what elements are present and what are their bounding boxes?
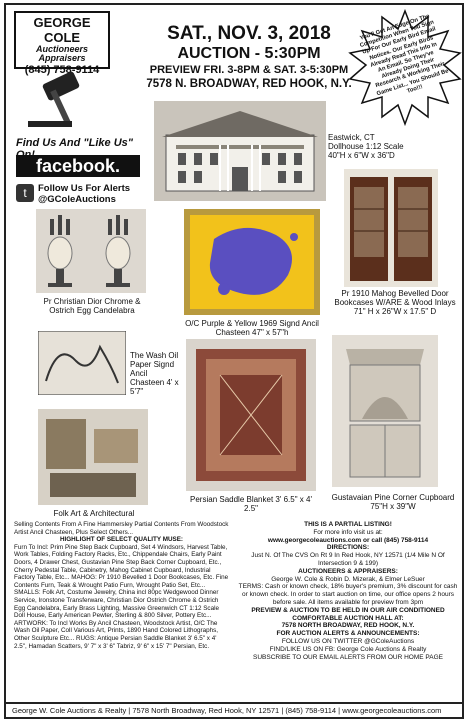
sale-header xyxy=(144,23,354,92)
dollhouse-caption: Eastwick, CT Dollhouse 1:12 Scale 40"H x 6"W x 36"D xyxy=(328,133,404,160)
highlights-body: Furn To Incl: Prim Pine Step Back Cupboard, Set 4 Windsors, Harvest Table, Work Tables, Folding Factory Racks, Etc., Chippendale Chairs, Early Paint Doors, 4 Drawer Chest, Gustavian Pine Step Back Corner Cupboard, Etc., Cherry Pedestal Table, Cabinetry, Mahog Cabinet Cupboard, Industrial Factory Table, Etc... MAHOG: Pr 1910 Bevelled 1 Door Bookcases, Etc. Fine Contents Furn, Teak & Wrought Patio Furn, Wrought Patio Set, Etc... SMALLS: Folk Art, Costume Jewelry, China incl 80pc Wedgewood Dinner Service, Ironstone Transferware, Christian Dior Ostrich Chrome & Ostrich Egg Candelabra, Early Brass Lighting, Massive Greenwich CT 1:12 Scale Doll House, Early American Pewter, Sterling & 800 Silver, Pottery Etc... ARTWORK: To Incl Works By Ancil Chasteen, Woodstock Artist, O/C The Wash Oil Paper, Coll Various Art, Prints, 1890 Hand Colored Lithographs, Other Sculpture Etc... RUGS: Antique Persian Saddle Blanket 3' 6.5" x 4' 2.5", Hamadan Scatters, 9' 7" x 3' 6" Tabriz, 9' 6" x 15' 7" Persian, Etc. xyxy=(14,543,229,650)
painting-photo xyxy=(184,209,320,315)
find-us-text: Find Us And "Like Us" xyxy=(16,137,133,149)
logo-subtitle-2: Appraisers xyxy=(38,53,86,63)
preview-note: PREVIEW & AUCTION TO BE HELD IN OUR AIR CONDITIONED COMFORTABLE AUCTION HALL AT: xyxy=(251,606,445,622)
subscribe-line: SUBSCRIBE TO OUR EMAIL ALERTS FROM OUR HOME PAGE xyxy=(253,653,443,661)
auctioneers-names: George W. Cole & Robin D. Mizerak, & Elmer LeSuer xyxy=(271,575,425,583)
logo-subtitle-1: Auctioneers xyxy=(35,44,88,54)
starburst-text: You'll Get An Edge On The Competition When You Sign Up For Our Early Bird Email Notices. Our Early Birds Already Read This Info In An Email. So They've Already Doing Their Research & Working Their Game List... You Should Be Too!!! xyxy=(359,13,450,97)
wash-caption: The Wash Oil Paper Signd Ancil Chasteen 4' x 5'7" xyxy=(130,351,179,396)
candelabra-photo xyxy=(36,209,146,293)
directions-text: Just N. Of The CVS On Rt 9 In Red Hook, NY 12571 (1/4 Mile N Of Intersection 9 & 199) xyxy=(251,552,445,567)
cupboard-caption: Gustavaian Pine Corner Cupboard 75"H x 39"W xyxy=(331,493,455,511)
cupboard-photo xyxy=(332,335,438,487)
sale-info xyxy=(236,521,460,661)
directions-title: DIRECTIONS: xyxy=(326,544,370,552)
facebook-line: FIND/LIKE US ON FB: George Cole Auctions & Realty xyxy=(269,645,427,653)
bookcases-photo xyxy=(344,169,438,287)
dollhouse-photo xyxy=(154,101,326,201)
logo-phone: (845) 758-9114 xyxy=(24,64,100,76)
hall-address: 7578 NORTH BROADWAY, RED HOOK, N.Y. xyxy=(281,622,415,630)
gavel-icon xyxy=(18,71,110,131)
highlights-title: HIGHLIGHT OF SELECT QUALITY MUSE: xyxy=(59,536,184,544)
folk-art-photo xyxy=(38,409,148,505)
alerts-title: FOR AUCTION ALERTS & ANNOUNCEMENTS: xyxy=(276,630,420,638)
auctioneers-title: AUCTIONEERS & APPRAISERS: xyxy=(298,567,398,575)
twitter-icon[interactable]: t xyxy=(16,184,34,202)
twitter-line: FOLLOW US ON TWITTER @GColeAuctions xyxy=(281,637,415,645)
george-cole-logo xyxy=(14,11,110,76)
flyer-footer: George W. Cole Auctions & Realty | 7578 North Broadway, Red Hook, NY 12571 | (845) 758-9114 | www.georgecoleauctions.com xyxy=(6,702,462,717)
rug-caption: Persian Saddle Blanket 3' 6.5" x 4' 2.5" xyxy=(190,495,312,513)
candelabra-caption: Pr Christian Dior Chrome & Ostrich Egg Candelabra xyxy=(43,297,141,315)
sale-date: SAT., NOV. 3, 2018 xyxy=(167,23,331,44)
terms-text: TERMS: Cash or known check, 18% buyer's premium, 3% discount for cash or known check. In order to start auction on time, our office opens 2 hours before sale. All items available for preview from 3pm xyxy=(238,583,458,606)
auction-flyer xyxy=(4,3,464,719)
intro-text: Selling Contents From A Fine Hammersley Partial Contents From Woodstock Artist Ancil Chasteen, Plus Select Others... xyxy=(14,521,229,536)
logo-name: GEORGE COLE xyxy=(33,15,91,45)
partial-listing: THIS IS A PARTIAL LISTING! xyxy=(304,521,392,528)
folk-art-caption: Folk Art & Architectural xyxy=(53,509,135,518)
visit-text: For more info visit us at: xyxy=(313,528,383,536)
sale-address: 7578 N. BROADWAY, RED HOOK, N.Y. xyxy=(146,78,352,90)
preview-times: PREVIEW FRI. 3-8PM & SAT. 3-5:30PM xyxy=(149,64,349,76)
bookcases-caption: Pr 1910 Mahog Bevelled Door Bookcases W/ARE & Wood Inlays 71" H x 26"W x 17.5" D xyxy=(334,289,456,316)
auction-time: AUCTION - 5:30PM xyxy=(177,45,321,62)
wash-photo xyxy=(38,331,126,395)
website-link[interactable]: www.georgecoleauctions.com or call (845) 758-9114 xyxy=(267,536,429,544)
contents-description xyxy=(14,521,229,650)
rug-photo xyxy=(186,339,316,491)
twitter-follow-text: Follow Us For Alerts @GColeAuctions xyxy=(38,183,131,205)
facebook-logo[interactable]: facebook. xyxy=(16,155,140,177)
painting-caption: O/C Purple & Yellow 1969 Signd Ancil Chasteen 47" x 57"h xyxy=(185,319,319,337)
